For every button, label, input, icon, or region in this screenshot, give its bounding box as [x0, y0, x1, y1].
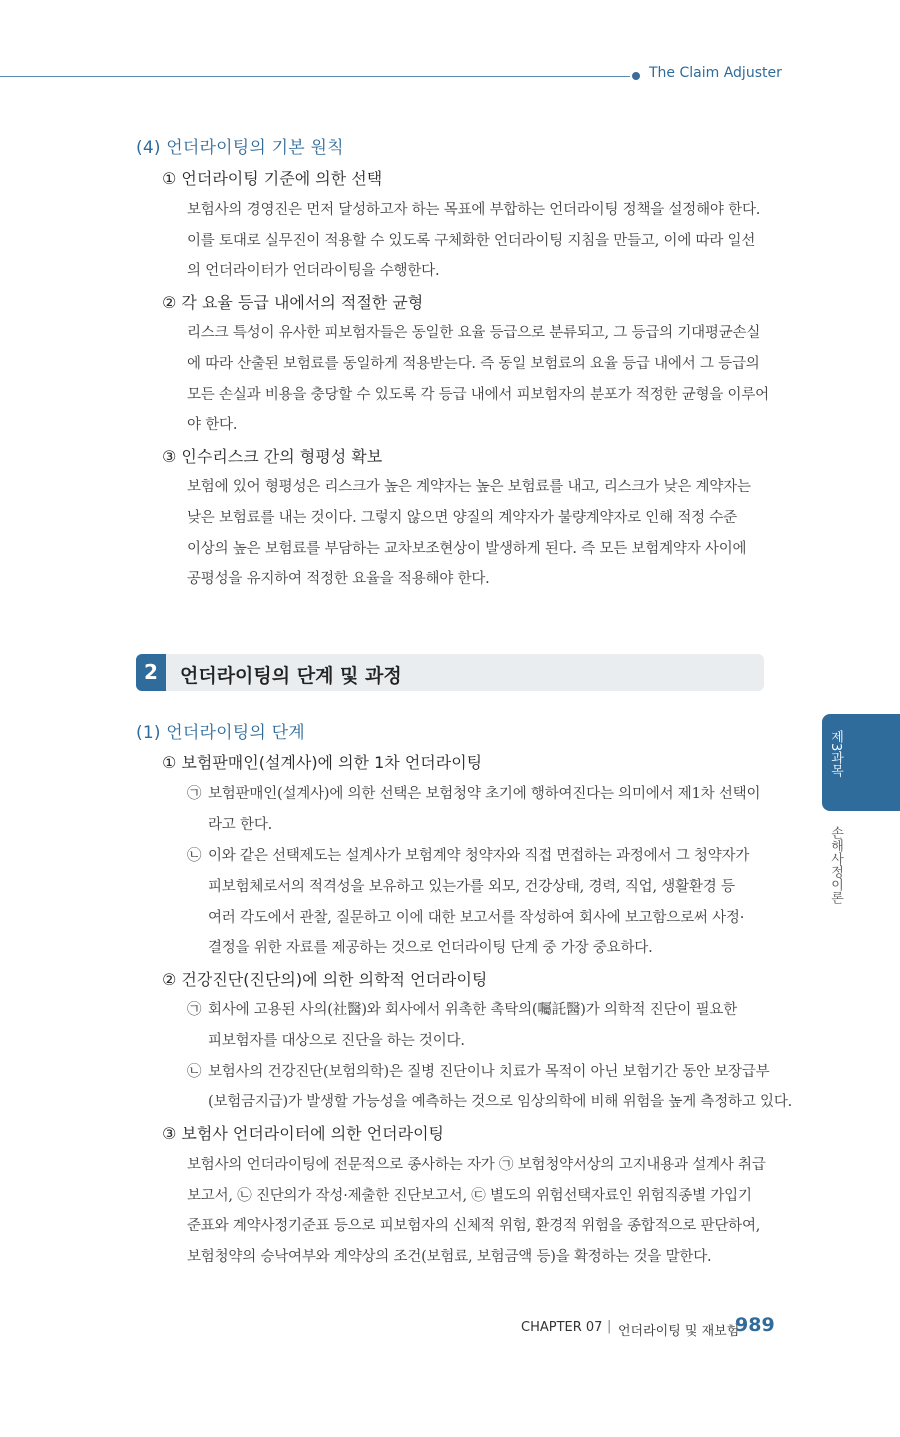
body-line: 피보험체로서의 적격성을 보유하고 있는가를 외모, 건강상태, 경력, 직업, 생활환경 등 — [208, 879, 735, 895]
stage-1-title: ① 보험판매인(설계사)에 의한 1차 언더라이팅 — [162, 753, 483, 772]
body-line: 낮은 보험료를 내는 것이다. 그렇지 않으면 양질의 계약자가 불량계약자로 인해 적정 수준 — [187, 510, 737, 526]
body-line: 피보험자를 대상으로 진단을 하는 것이다. — [208, 1033, 465, 1049]
subject-name: 손해사정이론 — [828, 826, 843, 904]
principle-3-title: ③ 인수리스크 간의 형평성 확보 — [162, 447, 383, 466]
body-line: 라고 한다. — [208, 817, 273, 833]
body-line: 준표와 계약사정기준표 등으로 피보험자의 신체적 위험, 환경적 위험을 종합적으로 판단하여, — [187, 1218, 761, 1234]
section-2-number-badge: 2 — [136, 654, 166, 691]
body-line: 보험판매인(설계사)에 의한 선택은 보험청약 초기에 행하여진다는 의미에서 제1차 선택이 — [208, 786, 761, 802]
body-line: 회사에 고용된 사의(社醫)와 회사에서 위촉한 촉탁의(囑託醫)가 의학적 진단이 필요한 — [208, 1002, 738, 1018]
body-line: 보험사의 건강진단(보험의학)은 질병 진단이나 치료가 목적이 아닌 보험기간 동안 보장급부 — [208, 1064, 770, 1080]
body-line: 결정을 위한 자료를 제공하는 것으로 언더라이팅 단계 중 가장 중요하다. — [208, 940, 653, 956]
marker-a: ㉠ — [187, 786, 202, 802]
header-bullet-dot — [632, 72, 640, 80]
body-line: 이와 같은 선택제도는 설계사가 보험계약 청약자와 직접 면접하는 과정에서 그 청약자가 — [208, 848, 750, 864]
body-line: 에 따라 산출된 보험료를 동일하게 적용받는다. 즉 동일 보험료의 요율 등급 내에서 그 등급의 — [187, 356, 760, 372]
body-line: 보고서, ㉡ 진단의가 작성·제출한 진단보고서, ㉢ 별도의 위험선택자료인 위험직종별 가입기 — [187, 1188, 752, 1204]
body-line: 공평성을 유지하여 적정한 요율을 적용해야 한다. — [187, 571, 490, 587]
body-line: 이상의 높은 보험료를 부담하는 교차보조현상이 발생하게 된다. 즉 모든 보험계약자 사이에 — [187, 541, 747, 557]
header-rule — [0, 76, 630, 77]
footer-chapter: CHAPTER 07 — [521, 1320, 603, 1335]
body-line: 여러 각도에서 관찰, 질문하고 이에 대한 보고서를 작성하여 회사에 보고함으로써 사정· — [208, 910, 745, 926]
marker-b: ㉡ — [187, 848, 202, 864]
section-4-heading: (4) 언더라이팅의 기본 원칙 — [136, 138, 344, 158]
stage-3-title: ③ 보험사 언더라이터에 의한 언더라이팅 — [162, 1124, 444, 1143]
marker-b: ㉡ — [187, 1064, 202, 1080]
body-line: (보험금지급)가 발생할 가능성을 예측하는 것으로 임상의학에 비해 위험을 높게 측정하고 있다. — [208, 1094, 793, 1110]
marker-a: ㉠ — [187, 1002, 202, 1018]
section-2-title: 언더라이팅의 단계 및 과정 — [180, 665, 402, 687]
body-line: 보험사의 경영진은 먼저 달성하고자 하는 목표에 부합하는 언더라이팅 정책을 설정해야 한다. — [187, 202, 761, 218]
body-line: 야 한다. — [187, 417, 238, 433]
footer-separator: | — [607, 1319, 612, 1334]
principle-1-title: ① 언더라이팅 기준에 의한 선택 — [162, 169, 383, 188]
running-header-title: The Claim Adjuster — [649, 65, 782, 81]
stage-2-title: ② 건강진단(진단의)에 의한 의학적 언더라이팅 — [162, 970, 488, 989]
footer-chapter-title: 언더라이팅 및 재보험 — [618, 1324, 740, 1339]
body-line: 리스크 특성이 유사한 피보험자들은 동일한 요율 등급으로 분류되고, 그 등급의 기대평균손실 — [187, 325, 761, 341]
page-number: 989 — [735, 1314, 775, 1336]
body-line: 이를 토대로 실무진이 적용할 수 있도록 구체화한 언더라이팅 지침을 만들고, 이에 따라 일선 — [187, 233, 756, 249]
body-line: 보험에 있어 형평성은 리스크가 높은 계약자는 높은 보험료를 내고, 리스크가 낮은 계약자는 — [187, 479, 751, 495]
body-line: 보험청약의 승낙여부와 계약상의 조건(보험료, 보험금액 등)을 확정하는 것을 말한다. — [187, 1249, 712, 1265]
body-line: 모든 손실과 비용을 충당할 수 있도록 각 등급 내에서 피보험자의 분포가 적정한 균형을 이루어 — [187, 387, 769, 403]
subject-tab-label: 제3과목 — [828, 730, 843, 778]
principle-2-title: ② 각 요율 등급 내에서의 적절한 균형 — [162, 293, 424, 312]
body-line: 보험사의 언더라이팅에 전문적으로 종사하는 자가 ㉠ 보험청약서상의 고지내용과 설계사 취급 — [187, 1157, 766, 1173]
body-line: 의 언더라이터가 언더라이팅을 수행한다. — [187, 263, 440, 279]
section-1-heading: (1) 언더라이팅의 단계 — [136, 723, 305, 743]
